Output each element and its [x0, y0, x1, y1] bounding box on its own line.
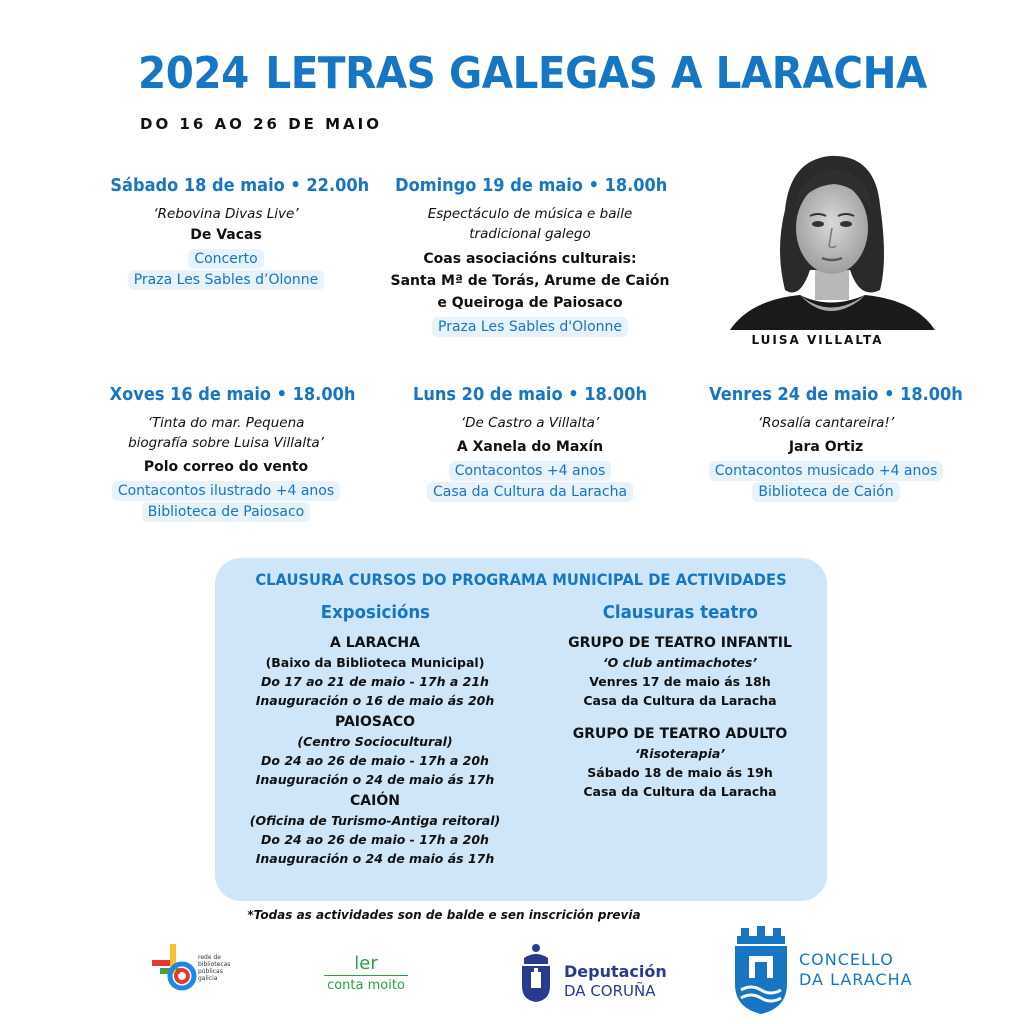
event-tag: Praza Les Sables d’Olonne [128, 270, 325, 290]
event-title: ‘Rosalía cantareira!’ [757, 415, 895, 431]
rede-text: rede de [198, 954, 221, 961]
event-performer: Jara Ortiz [788, 439, 864, 455]
exhibition-item [225, 712, 525, 789]
theatre-where: Casa da Cultura da Laracha [583, 784, 777, 799]
ler-conta-moito-logo [320, 955, 412, 995]
exhibition-dates: Do 24 ao 26 de maio - 17h a 20h [261, 753, 489, 768]
event-performer: e Queiroga de Paiosaco [437, 295, 623, 311]
event-title: ‘Tinta do mar. Pequena [147, 415, 305, 431]
conta-moito-text: conta moito [327, 978, 405, 993]
theatre-group: GRUPO DE TEATRO INFANTIL [568, 635, 792, 651]
theatre-item [535, 724, 825, 801]
ler-text: ler [354, 953, 378, 974]
concello-text: CONCELLO [799, 950, 894, 969]
event-title: ‘Rebovina Divas Live’ [153, 206, 299, 222]
exhibition-venue: (Centro Sociocultural) [297, 734, 453, 749]
event-title: tradicional galego [469, 226, 591, 242]
theatre-when: Venres 17 de maio ás 18h [589, 674, 771, 689]
portrait-illustration [730, 150, 935, 330]
closing-title: CLAUSURA CURSOS DO PROGRAMA MUNICIPAL DE ACTIVIDADES [255, 570, 787, 589]
event-performer: Polo correo do vento [143, 459, 309, 475]
da-coruna-text: DA CORUÑA [564, 982, 656, 1000]
deputacion-text: Deputación [564, 962, 667, 981]
closing-box [215, 558, 827, 901]
exhibitions-column [225, 602, 525, 870]
event-title: Espectáculo de música e baile [427, 206, 633, 222]
exhibition-item [225, 633, 525, 710]
da-laracha-text: DA LARACHA [799, 970, 913, 989]
event-tag: Contacontos +4 anos [449, 461, 612, 481]
theatre-group: GRUPO DE TEATRO ADULTO [572, 726, 788, 742]
concello-laracha-logo [733, 926, 913, 1016]
exhibition-place: A LARACHA [330, 635, 420, 651]
title-text: LETRAS GALEGAS A LARACHA [265, 48, 927, 99]
event-tag: Contacontos musicado +4 anos [709, 461, 944, 481]
event-tag: Praza Les Sables d'Olonne [432, 317, 628, 337]
exhibition-item [225, 791, 525, 868]
event-venres [695, 384, 963, 502]
event-tag: Casa da Cultura da Laracha [427, 482, 633, 502]
event-heading: Xoves 16 de maio • 18.00h [109, 384, 356, 405]
deputacion-logo [518, 942, 668, 1004]
date-range-subtitle: DO 16 AO 26 DE MAIO [140, 115, 382, 133]
exhibition-dates: Do 17 ao 21 de maio - 17h a 21h [261, 674, 489, 689]
event-performer: Coas asociacións culturais: [423, 251, 637, 267]
rede-text: galicia [198, 975, 218, 982]
exhibition-venue: (Baixo da Biblioteca Municipal) [265, 655, 485, 670]
event-heading: Domingo 19 de maio • 18.00h [395, 175, 668, 196]
event-title: biografía sobre Luisa Villalta’ [128, 435, 324, 451]
concello-shield-icon [733, 926, 789, 1014]
exhibition-place: CAIÓN [350, 793, 400, 809]
event-heading: Venres 24 de maio • 18.00h [709, 384, 963, 405]
event-luns [400, 384, 660, 502]
theatre-play: ‘O club antimachotes’ [602, 655, 758, 670]
event-tag: Contacontos ilustrado +4 anos [112, 481, 340, 501]
exhibitions-heading: Exposicións [320, 602, 430, 623]
exhibition-opening: Inauguración o 16 de maio ás 20h [255, 693, 495, 708]
event-sabado [96, 175, 370, 290]
exhibition-dates: Do 24 ao 26 de maio - 17h a 20h [261, 832, 489, 847]
theatre-where: Casa da Cultura da Laracha [583, 693, 777, 708]
event-performer: De Vacas [190, 227, 262, 243]
event-xoves [96, 384, 356, 522]
theatre-item [535, 633, 825, 710]
portrait-caption: LUISA VILLALTA [751, 333, 884, 347]
exhibition-venue: (Oficina de Turismo-Antiga reitoral) [249, 813, 501, 828]
exhibition-opening: Inauguración o 24 de maio ás 17h [255, 851, 495, 866]
deputacion-crest-icon [518, 942, 554, 1004]
event-domingo [380, 175, 680, 337]
theatre-when: Sábado 18 de maio ás 19h [587, 765, 773, 780]
event-title: ‘De Castro a Villalta’ [460, 415, 600, 431]
rede-bibliotecas-logo [150, 942, 250, 994]
theatre-play: ‘Risoterapia’ [634, 746, 726, 761]
event-tag: Concerto [188, 249, 263, 269]
rede-text: públicas [198, 968, 223, 975]
theatre-heading: Clausuras teatro [602, 602, 758, 623]
exhibition-place: PAIOSACO [334, 714, 415, 730]
event-tag: Biblioteca de Paiosaco [142, 502, 311, 522]
rede-text: bibliotecas [198, 961, 231, 968]
portrait-photo [730, 150, 935, 330]
event-performer: Santa Mª de Torás, Arume de Caión [390, 273, 670, 289]
event-heading: Sábado 18 de maio • 22.00h [110, 175, 370, 196]
title-year: 2024 [138, 48, 249, 99]
page-title [138, 48, 927, 99]
theatre-column [535, 602, 825, 815]
event-tag: Biblioteca de Caión [752, 482, 899, 502]
exhibition-opening: Inauguración o 24 de maio ás 17h [255, 772, 495, 787]
free-activities-note: *Todas as actividades son de balde e sen inscrición previa [247, 908, 641, 922]
event-performer: A Xanela do Maxín [456, 439, 604, 455]
event-heading: Luns 20 de maio • 18.00h [412, 384, 647, 405]
